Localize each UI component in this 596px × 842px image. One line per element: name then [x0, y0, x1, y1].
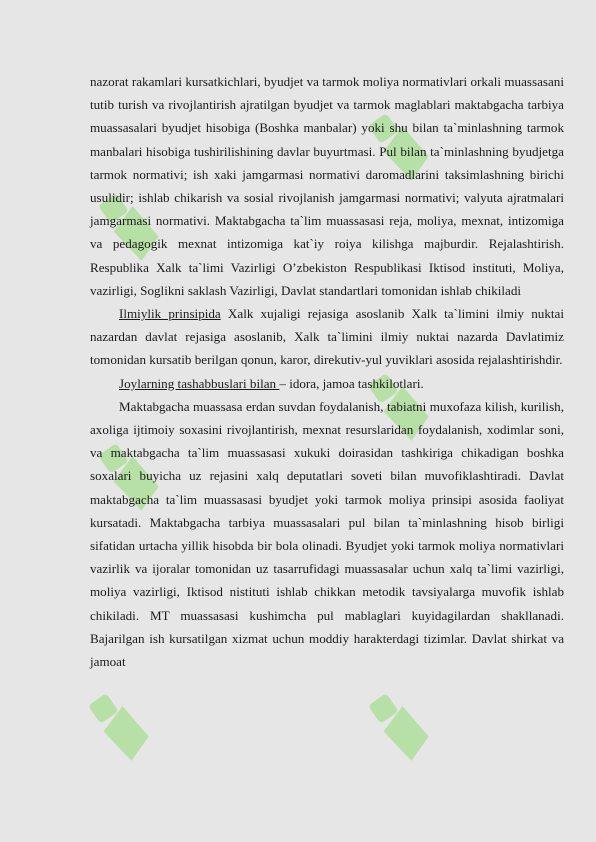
paragraph: nazorat rakamlari kursatkichlari, byudjet va tarmok moliya normativlari orkali muassasani tutib turish va rivojlantirish ajratilgan byudjet va tarmok maglablari maktabgacha tarbiya muassasalari byudjet hisobiga (Boshka manbalar) yoki shu bilan ta`minlashning tarmok manbalari hisobiga tushirilishining davlar buyurtmasi. Pul bilan ta`minlashning byudjetga tarmok normativi; ish xaki jamgarmasi normativi daromadlarini taksimlashning birichi usulidir; ishlab chikarish va sosial rivojlanish jamgarmasi normativi; valyuta ajratmalari jamgarmasi normativi. Maktabgacha ta`lim muassasasi reja, moliya, mexnat, intizomiga va pedagogik mexnat intizomiga kat`iy roiya kilishga majburdir. Rejalashtirish. Respublika Xalk ta`limi Vazirligi O’zbekiston Respublikasi Iktisod instituti, Moliya, vazirligi, Soglikni saklash Vazirligi, Davlat standartlari tomonidan ishlab chikiladi	[90, 74, 564, 298]
document-body	[90, 70, 564, 673]
paragraph	[90, 302, 564, 372]
paragraph-text: – idora, jamoa tashkilotlari.	[279, 375, 424, 391]
watermark-mark	[86, 687, 154, 764]
underlined-term: Ilmiylik prinsipida	[119, 306, 221, 322]
paragraph: Maktabgacha muassasa erdan suvdan foydalanish, tabiatni muxofaza kilish, kurilish, axoliga ijtimoiy soxasini rivojlantirish, mexnat resurslaridan foydalanish, xodimlar soni, va maktabgacha ta`lim muassasasi xukuki doirasidan tashkiriga chikadigan boshka soxalari buyicha uz rejasini xalq deputatlari soveti bilan muvofiklashtiradi. Davlat maktabgacha ta`lim muassasasi byudjet yoki tarmok moliya prinsipi asosida faoliyat kursatadi. Maktabgacha tarbiya muassasalari pul bilan ta`minlashning hisob birligi sifatidan urtacha yillik hisobda bir bola olinadi. Byudjet yoki tarmok moliya normativlari vazirlik va ijoralar tomonidan uz tasarrufidagi muassasalar uchun xalq ta`limi vazirligi, moliya vazirligi, Iktisod nistituti ishlab chikkan metodik tavsiyalarga muvofik ishlab chikiladi. MT muassasasi kushimcha pul mablaglari kuyidagilardan shakllanadi. Bajarilgan ish kursatilgan xizmat uchun moddiy harakterdagi tizimlar. Davlat shirkat va jamoat	[90, 398, 564, 670]
paragraph-text: Xalk xujaligi rejasiga asoslanib Xalk ta`limini ilmiy nuktai nazardan davlat rejasiga asoslanib, Xalk ta`limini ilmiy nuktai nazarda Davlatimiz tomonidan kursatib berilgan qonun, karor, direkutiv-yul yuviklari asosida rejalashtirishdir.	[90, 306, 564, 368]
watermark-mark	[366, 687, 434, 764]
underlined-term: Joylarning tashabbuslari bilan	[119, 375, 280, 391]
paragraph	[90, 372, 564, 395]
